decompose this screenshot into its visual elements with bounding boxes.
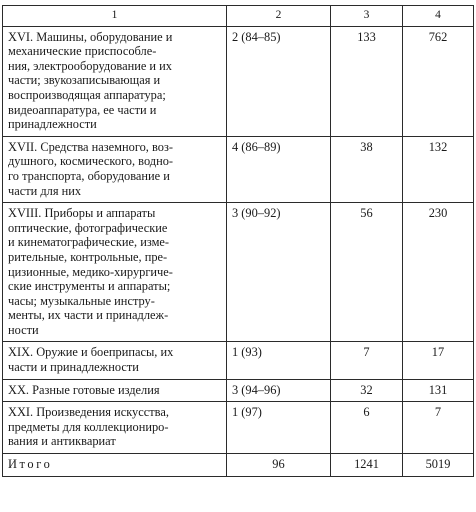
- table-row: [3, 203, 474, 342]
- total-col3-value: 1241: [331, 454, 403, 477]
- section-description: XXI. Произведения искусства, предметы для коллекциониро- вания и антиквариат: [3, 402, 227, 454]
- section-col4-value: 762: [403, 26, 474, 136]
- header-col-2: 2: [227, 6, 331, 27]
- section-col3-value: 56: [331, 203, 403, 342]
- table-row: [3, 342, 474, 379]
- total-row: [3, 454, 474, 477]
- total-label: Итого: [3, 454, 227, 477]
- header-row: [3, 6, 474, 27]
- total-col4-value: 5019: [403, 454, 474, 477]
- table-row: [3, 402, 474, 454]
- total-groups: 96: [227, 454, 331, 477]
- section-description: XVIII. Приборы и аппараты оптические, фотографические и кинематографические, изме- рительные, контрольные, пре- цизионные, медико-хирургиче- ские инструменты и аппараты; часы; музыкальные инстру- менты, их части и принадлеж- ности: [3, 203, 227, 342]
- section-groups: 3 (94–96): [227, 379, 331, 402]
- header-col-4: 4: [403, 6, 474, 27]
- section-col4-value: 131: [403, 379, 474, 402]
- section-groups: 4 (86–89): [227, 136, 331, 202]
- section-groups: 3 (90–92): [227, 203, 331, 342]
- section-groups: 1 (97): [227, 402, 331, 454]
- section-col3-value: 7: [331, 342, 403, 379]
- classification-table: [2, 5, 474, 477]
- section-groups: 1 (93): [227, 342, 331, 379]
- section-col4-value: 7: [403, 402, 474, 454]
- section-description: XVI. Машины, оборудование и механические приспособле- ния, электрооборудование и их части; звукозаписывающая и воспроизводящая аппаратура; видеоаппаратура, ее части и принадлежности: [3, 26, 227, 136]
- header-col-1: 1: [3, 6, 227, 27]
- header-col-3: 3: [331, 6, 403, 27]
- section-col4-value: 132: [403, 136, 474, 202]
- section-col3-value: 133: [331, 26, 403, 136]
- section-groups: 2 (84–85): [227, 26, 331, 136]
- section-col4-value: 230: [403, 203, 474, 342]
- section-description: XIX. Оружие и боеприпасы, их части и принадлежности: [3, 342, 227, 379]
- section-description: XX. Разные готовые изделия: [3, 379, 227, 402]
- section-col3-value: 38: [331, 136, 403, 202]
- section-col4-value: 17: [403, 342, 474, 379]
- table-row: [3, 379, 474, 402]
- table-row: [3, 26, 474, 136]
- section-col3-value: 32: [331, 379, 403, 402]
- table-row: [3, 136, 474, 202]
- section-col3-value: 6: [331, 402, 403, 454]
- section-description: XVII. Средства наземного, воз- душного, космического, водно- го транспорта, оборудование и части для них: [3, 136, 227, 202]
